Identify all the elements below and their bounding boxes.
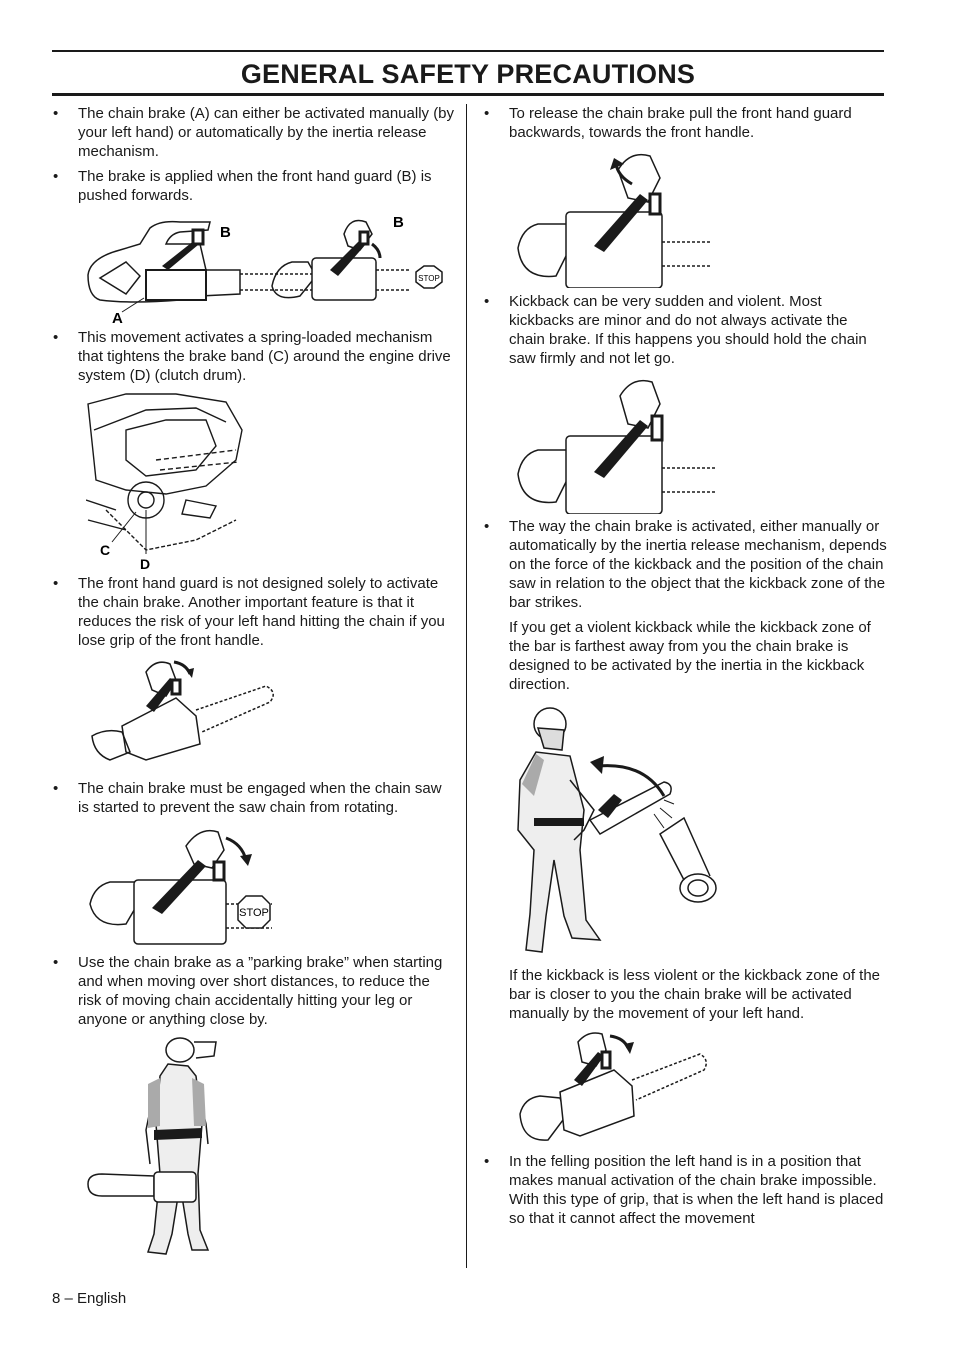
paragraph-spring-mechanism: This movement activates a spring-loaded mechanism that tightens the brake band (C) around the engine drive system (D) (clutch drum). <box>78 329 451 384</box>
bullet-marker: • <box>484 293 490 310</box>
label-b-left: B <box>220 224 231 241</box>
paragraph-release-brake: To release the chain brake pull the front hand guard backwards, towards the front handle. <box>509 105 852 141</box>
paragraph-kickback-sudden: Kickback can be very sudden and violent. Most kickbacks are minor and do not always activate the chain brake. If this happens you should hold the chain saw firmly and not let go. <box>509 293 867 367</box>
page-title: GENERAL SAFETY PRECAUTIONS <box>240 59 696 89</box>
bullet-marker: • <box>53 575 59 592</box>
label-a: A <box>112 310 123 327</box>
stop-sign-label: STOP <box>239 907 269 919</box>
bullet-marker: • <box>484 1153 490 1170</box>
column-divider <box>466 104 467 1268</box>
paragraph-front-hand-guard: The front hand guard is not designed solely to activate the chain brake. Another important feature is that it reduces the risk of your left hand hitting the chain if you lose grip of the front handle. <box>78 575 445 649</box>
figure-hand-guard-a-b <box>80 210 460 328</box>
bullet-marker: • <box>53 168 59 185</box>
figure-release-brake <box>514 148 714 288</box>
figure-brake-engaged-start <box>86 824 282 946</box>
figure-brake-band-clutch-drum <box>86 390 256 572</box>
bullet-marker: • <box>484 105 490 122</box>
figure-kickback-inertia <box>514 700 724 962</box>
paragraph-chain-brake-activation: The chain brake (A) can either be activated manually (by your left hand) or automatically by the inertia release mechanism. <box>78 105 455 160</box>
bullet-marker: • <box>484 518 490 535</box>
figure-operator-carrying-saw <box>84 1034 224 1264</box>
figure-hold-saw-firmly <box>514 374 720 514</box>
paragraph-engage-on-start: The chain brake must be engaged when the chain saw is started to prevent the saw chain from rotating. <box>78 780 442 816</box>
bullet-marker: • <box>53 954 59 971</box>
bullet-marker: • <box>53 780 59 797</box>
label-b-right: B <box>393 214 404 231</box>
paragraph-violent-kickback: If you get a violent kickback while the kickback zone of the bar is farthest away from you the chain brake is designed to be activated by the inertia in the kickback direction. <box>509 619 871 693</box>
label-c: C <box>100 542 111 558</box>
bullet-marker: • <box>53 105 59 122</box>
paragraph-activation-method: The way the chain brake is activated, either manually or automatically by the inertia release mechanism, depends on the force of the kickback and the position of the chain saw in relation to the object that the kickback zone of the bar strikes. <box>509 518 887 611</box>
figure-manual-activation <box>514 1030 710 1150</box>
paragraph-parking-brake: Use the chain brake as a ”parking brake” when starting and when moving over short distances, to reduce the risk of moving chain accidentally hitting your leg or anyone or anything close by. <box>78 954 443 1028</box>
paragraph-less-violent: If the kickback is less violent or the kickback zone of the bar is closer to you the chain brake will be activated manually by the movement of your left hand. <box>509 967 881 1022</box>
header-rule-bottom <box>52 93 884 96</box>
bullet-marker: • <box>53 329 59 346</box>
page-footer: 8 – English <box>52 1290 127 1307</box>
figure-hand-guard-protection <box>86 656 280 772</box>
paragraph-brake-applied: The brake is applied when the front hand guard (B) is pushed forwards. <box>78 168 432 204</box>
stop-sign-label: STOP <box>418 274 440 283</box>
label-d: D <box>140 556 151 572</box>
header-rule-top <box>52 50 884 52</box>
paragraph-felling-position: In the felling position the left hand is in a position that makes manual activation of the chain brake impossible. With this type of grip, that is when the left hand is placed so that it cannot affect the movement <box>509 1153 884 1227</box>
